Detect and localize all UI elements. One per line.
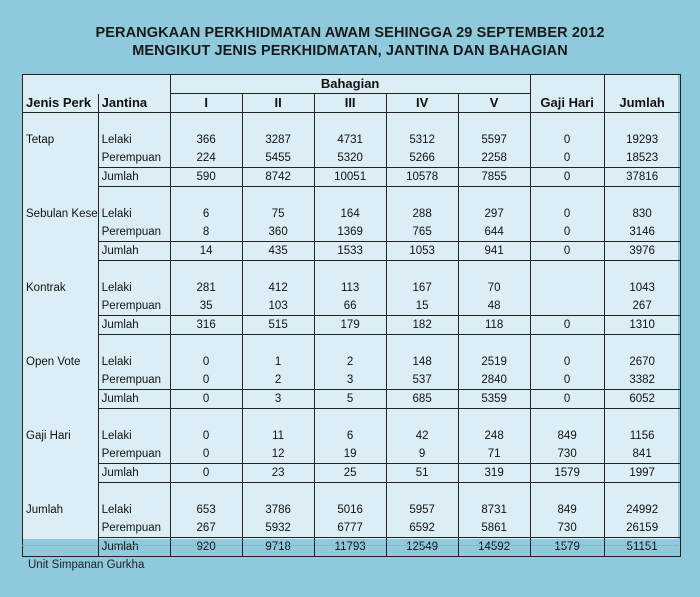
value-cell: 25 bbox=[314, 464, 386, 483]
statistics-table bbox=[22, 74, 681, 557]
value-cell: 9 bbox=[386, 445, 458, 464]
gender-label: Lelaki bbox=[98, 501, 170, 519]
value-cell: 3976 bbox=[604, 242, 680, 261]
value-cell: 8731 bbox=[458, 501, 530, 519]
value-cell: 288 bbox=[386, 205, 458, 223]
value-cell bbox=[530, 297, 604, 316]
table-row bbox=[23, 371, 681, 390]
gender-label: Jumlah bbox=[98, 242, 170, 261]
value-cell: 1579 bbox=[530, 538, 604, 557]
value-cell: 103 bbox=[242, 297, 314, 316]
value-cell bbox=[530, 279, 604, 297]
value-cell: 5016 bbox=[314, 501, 386, 519]
value-cell: 0 bbox=[530, 371, 604, 390]
value-cell: 24992 bbox=[604, 501, 680, 519]
value-cell: 765 bbox=[386, 223, 458, 242]
group-name: Kontrak bbox=[23, 279, 99, 297]
value-cell: 5597 bbox=[458, 131, 530, 149]
value-cell: 6052 bbox=[604, 390, 680, 409]
value-cell: 12 bbox=[242, 445, 314, 464]
value-cell: 5359 bbox=[458, 390, 530, 409]
value-cell: 5455 bbox=[242, 149, 314, 168]
gender-label: Jumlah bbox=[98, 316, 170, 335]
jantina-header: Jantina bbox=[98, 94, 170, 113]
col-header: III bbox=[314, 94, 386, 113]
value-cell: 3146 bbox=[604, 223, 680, 242]
group-name: Tetap bbox=[23, 131, 99, 149]
value-cell: 0 bbox=[170, 445, 242, 464]
value-cell: 6 bbox=[170, 205, 242, 223]
value-cell: 6777 bbox=[314, 519, 386, 538]
value-cell: 37816 bbox=[604, 168, 680, 187]
value-cell: 0 bbox=[530, 131, 604, 149]
value-cell: 6 bbox=[314, 427, 386, 445]
value-cell: 2 bbox=[242, 371, 314, 390]
value-cell: 11793 bbox=[314, 538, 386, 557]
value-cell: 5957 bbox=[386, 501, 458, 519]
gender-label: Lelaki bbox=[98, 131, 170, 149]
value-cell: 1043 bbox=[604, 279, 680, 297]
value-cell: 118 bbox=[458, 316, 530, 335]
gender-label: Lelaki bbox=[98, 279, 170, 297]
value-cell: 48 bbox=[458, 297, 530, 316]
value-cell: 297 bbox=[458, 205, 530, 223]
footer-note: Unit Simpanan Gurkha bbox=[28, 559, 145, 571]
gender-label: Perempuan bbox=[98, 519, 170, 538]
table-row bbox=[23, 279, 681, 297]
value-cell: 6592 bbox=[386, 519, 458, 538]
table-row bbox=[23, 390, 681, 409]
value-cell: 19 bbox=[314, 445, 386, 464]
table-row bbox=[23, 205, 681, 223]
table-row bbox=[23, 445, 681, 464]
table-row bbox=[23, 501, 681, 519]
value-cell: 167 bbox=[386, 279, 458, 297]
value-cell: 3382 bbox=[604, 371, 680, 390]
gender-label: Perempuan bbox=[98, 445, 170, 464]
value-cell: 281 bbox=[170, 279, 242, 297]
gender-label: Lelaki bbox=[98, 205, 170, 223]
value-cell: 849 bbox=[530, 427, 604, 445]
value-cell: 1579 bbox=[530, 464, 604, 483]
group-name: Sebulan Kese bbox=[23, 205, 99, 223]
value-cell: 9718 bbox=[242, 538, 314, 557]
col-header: IV bbox=[386, 94, 458, 113]
table-row bbox=[23, 131, 681, 149]
value-cell: 66 bbox=[314, 297, 386, 316]
value-cell: 730 bbox=[530, 445, 604, 464]
value-cell: 71 bbox=[458, 445, 530, 464]
value-cell: 26159 bbox=[604, 519, 680, 538]
value-cell: 267 bbox=[604, 297, 680, 316]
value-cell: 849 bbox=[530, 501, 604, 519]
value-cell: 8742 bbox=[242, 168, 314, 187]
value-cell: 644 bbox=[458, 223, 530, 242]
gender-label: Perempuan bbox=[98, 223, 170, 242]
value-cell: 15 bbox=[386, 297, 458, 316]
value-cell: 2840 bbox=[458, 371, 530, 390]
value-cell: 0 bbox=[530, 149, 604, 168]
col-header: I bbox=[170, 94, 242, 113]
page-subtitle: MENGIKUT JENIS PERKHIDMATAN, JANTINA DAN BAHAGIAN bbox=[132, 43, 568, 59]
value-cell: 18523 bbox=[604, 149, 680, 168]
value-cell: 653 bbox=[170, 501, 242, 519]
table-row bbox=[23, 297, 681, 316]
value-cell: 5 bbox=[314, 390, 386, 409]
value-cell: 179 bbox=[314, 316, 386, 335]
value-cell: 14 bbox=[170, 242, 242, 261]
value-cell: 51151 bbox=[604, 538, 680, 557]
col-header: II bbox=[242, 94, 314, 113]
value-cell: 3 bbox=[314, 371, 386, 390]
value-cell: 42 bbox=[386, 427, 458, 445]
bahagian-header: Bahagian bbox=[170, 75, 530, 94]
table-row bbox=[23, 168, 681, 187]
gender-label: Perempuan bbox=[98, 297, 170, 316]
value-cell: 5266 bbox=[386, 149, 458, 168]
divider bbox=[22, 545, 678, 550]
value-cell: 3786 bbox=[242, 501, 314, 519]
value-cell: 7855 bbox=[458, 168, 530, 187]
value-cell: 1310 bbox=[604, 316, 680, 335]
value-cell: 3287 bbox=[242, 131, 314, 149]
value-cell: 685 bbox=[386, 390, 458, 409]
value-cell: 19293 bbox=[604, 131, 680, 149]
value-cell: 267 bbox=[170, 519, 242, 538]
value-cell: 0 bbox=[530, 353, 604, 371]
jenis-header: Jenis Perk bbox=[23, 94, 99, 113]
gender-label: Jumlah bbox=[98, 168, 170, 187]
value-cell: 5312 bbox=[386, 131, 458, 149]
value-cell: 0 bbox=[530, 223, 604, 242]
value-cell: 164 bbox=[314, 205, 386, 223]
table-row bbox=[23, 223, 681, 242]
value-cell: 2 bbox=[314, 353, 386, 371]
col-header: V bbox=[458, 94, 530, 113]
value-cell: 366 bbox=[170, 131, 242, 149]
page-title: PERANGKAAN PERKHIDMATAN AWAM SEHINGGA 29 SEPTEMBER 2012 bbox=[95, 25, 605, 41]
value-cell: 23 bbox=[242, 464, 314, 483]
table-row bbox=[23, 427, 681, 445]
value-cell: 10051 bbox=[314, 168, 386, 187]
value-cell: 537 bbox=[386, 371, 458, 390]
value-cell: 0 bbox=[170, 353, 242, 371]
value-cell: 1533 bbox=[314, 242, 386, 261]
gender-label: Lelaki bbox=[98, 427, 170, 445]
gender-label: Perempuan bbox=[98, 149, 170, 168]
value-cell: 316 bbox=[170, 316, 242, 335]
gender-label: Perempuan bbox=[98, 371, 170, 390]
value-cell: 2670 bbox=[604, 353, 680, 371]
value-cell: 360 bbox=[242, 223, 314, 242]
gender-label: Jumlah bbox=[98, 538, 170, 557]
value-cell: 5861 bbox=[458, 519, 530, 538]
value-cell: 1 bbox=[242, 353, 314, 371]
group-name: Gaji Hari bbox=[23, 427, 99, 445]
value-cell: 70 bbox=[458, 279, 530, 297]
value-cell: 5932 bbox=[242, 519, 314, 538]
value-cell: 319 bbox=[458, 464, 530, 483]
value-cell: 0 bbox=[530, 168, 604, 187]
value-cell: 0 bbox=[170, 371, 242, 390]
value-cell: 5320 bbox=[314, 149, 386, 168]
value-cell: 0 bbox=[170, 427, 242, 445]
value-cell: 0 bbox=[530, 390, 604, 409]
value-cell: 11 bbox=[242, 427, 314, 445]
value-cell: 1997 bbox=[604, 464, 680, 483]
value-cell: 0 bbox=[530, 316, 604, 335]
gaji-hari-header: Gaji Hari bbox=[530, 94, 604, 113]
value-cell: 920 bbox=[170, 538, 242, 557]
value-cell: 0 bbox=[170, 464, 242, 483]
value-cell: 1053 bbox=[386, 242, 458, 261]
value-cell: 4731 bbox=[314, 131, 386, 149]
value-cell: 224 bbox=[170, 149, 242, 168]
value-cell: 248 bbox=[458, 427, 530, 445]
value-cell: 10578 bbox=[386, 168, 458, 187]
table-row bbox=[23, 353, 681, 371]
value-cell: 515 bbox=[242, 316, 314, 335]
value-cell: 12549 bbox=[386, 538, 458, 557]
value-cell: 2258 bbox=[458, 149, 530, 168]
value-cell: 1156 bbox=[604, 427, 680, 445]
value-cell: 2519 bbox=[458, 353, 530, 371]
value-cell: 590 bbox=[170, 168, 242, 187]
value-cell: 51 bbox=[386, 464, 458, 483]
value-cell: 14592 bbox=[458, 538, 530, 557]
value-cell: 435 bbox=[242, 242, 314, 261]
table-row bbox=[23, 464, 681, 483]
value-cell: 941 bbox=[458, 242, 530, 261]
value-cell: 841 bbox=[604, 445, 680, 464]
value-cell: 830 bbox=[604, 205, 680, 223]
value-cell: 113 bbox=[314, 279, 386, 297]
table-row bbox=[23, 316, 681, 335]
value-cell: 0 bbox=[170, 390, 242, 409]
value-cell: 8 bbox=[170, 223, 242, 242]
table-row bbox=[23, 242, 681, 261]
value-cell: 730 bbox=[530, 519, 604, 538]
jumlah-header: Jumlah bbox=[604, 94, 680, 113]
value-cell: 0 bbox=[530, 242, 604, 261]
table-row bbox=[23, 149, 681, 168]
value-cell: 182 bbox=[386, 316, 458, 335]
table-row bbox=[23, 519, 681, 538]
value-cell: 35 bbox=[170, 297, 242, 316]
gender-label: Lelaki bbox=[98, 353, 170, 371]
value-cell: 412 bbox=[242, 279, 314, 297]
group-name: Jumlah bbox=[23, 501, 99, 519]
group-name: Open Vote bbox=[23, 353, 99, 371]
value-cell: 1369 bbox=[314, 223, 386, 242]
value-cell: 148 bbox=[386, 353, 458, 371]
value-cell: 3 bbox=[242, 390, 314, 409]
value-cell: 0 bbox=[530, 205, 604, 223]
value-cell: 75 bbox=[242, 205, 314, 223]
gender-label: Jumlah bbox=[98, 390, 170, 409]
gender-label: Jumlah bbox=[98, 464, 170, 483]
